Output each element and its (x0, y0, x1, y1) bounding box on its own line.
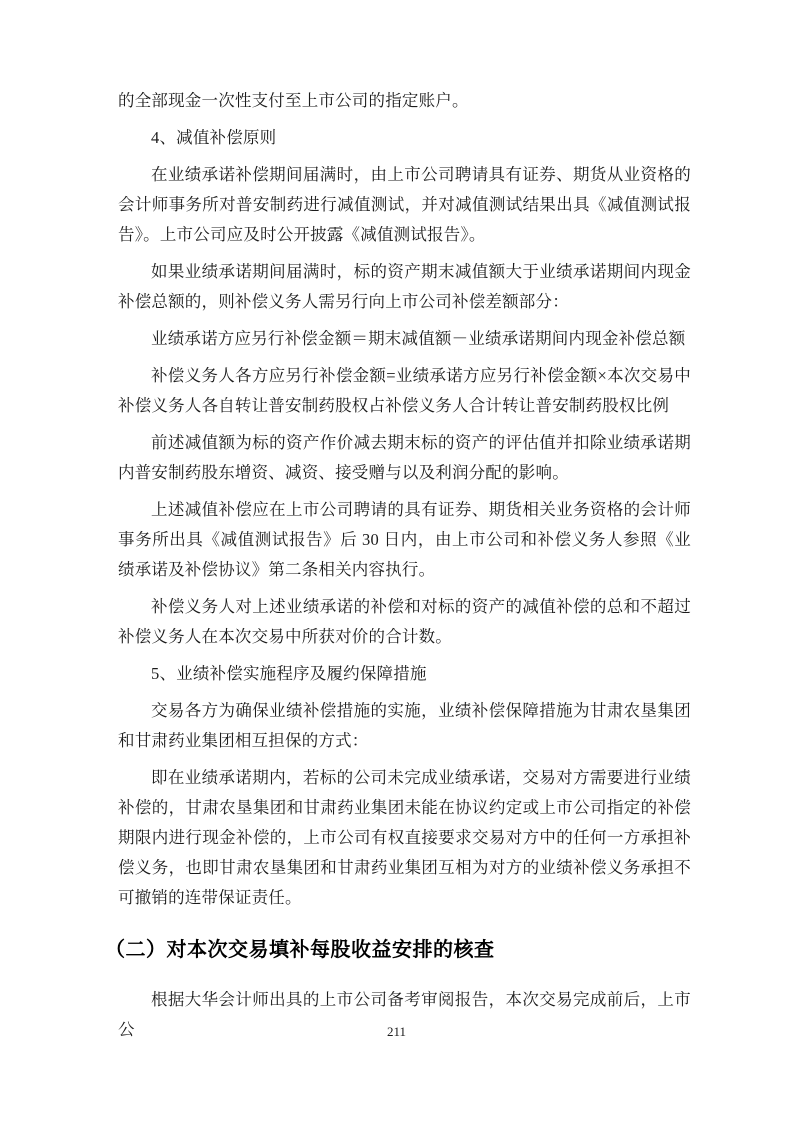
paragraph: 如果业绩承诺期间届满时，标的资产期末减值额大于业绩承诺期间内现金补偿总额的，则补偿义务人需另行向上市公司补偿差额部分： (118, 262, 691, 311)
formula-line: 补偿义务人各方应另行补偿金额=业绩承诺方应另行补偿金额×本次交易中补偿义务人各自转让普安制药股权占补偿义务人合计转让普安制药股权比例 (118, 366, 691, 415)
numbered-item-heading-5: 5、业绩补偿实施程序及履约保障措施 (151, 664, 427, 683)
page-number: 211 (386, 1024, 407, 1039)
paragraph: 补偿义务人对上述业绩承诺的补偿和对标的资产的减值补偿的总和不超过补偿义务人在本次交易中所获对价的合计数。 (118, 597, 691, 646)
paragraph: 上述减值补偿应在上市公司聘请的具有证券、期货相关业务资格的会计师事务所出具《减值测试报告》后 30 日内，由上市公司和补偿义务人参照《业绩承诺及补偿协议》第二条相关内容执行。 (118, 500, 691, 579)
paragraph-continuation: 的全部现金一次性支付至上市公司的指定账户。 (118, 91, 469, 110)
paragraph: 在业绩承诺补偿期间届满时，由上市公司聘请具有证券、期货从业资格的会计师事务所对普安制药进行减值测试，并对减值测试结果出具《减值测试报告》。上市公司应及时公开披露《减值测试报告》。 (118, 165, 691, 244)
paragraph: 根据大华会计师出具的上市公司备考审阅报告，本次交易完成前后，上市公 (118, 990, 691, 1039)
paragraph: 即在业绩承诺期内，若标的公司未完成业绩承诺，交易对方需要进行业绩补偿的，甘肃农垦集团和甘肃药业集团未能在协议约定或上市公司指定的补偿期限内进行现金补偿的，上市公司有权直接要求交易对方中的任何一方承担补偿义务，也即甘肃农垦集团和甘肃药业集团互相为对方的业绩补偿义务承担不可撤销的连带保证责任。 (118, 768, 691, 907)
paragraph: 前述减值额为标的资产作价减去期末标的资产的评估值并扣除业绩承诺期内普安制药股东增资、减资、接受赠与以及利润分配的影响。 (118, 433, 691, 482)
document-body (105, 86, 691, 1052)
formula-line: 业绩承诺方应另行补偿金额＝期末减值额－业绩承诺期间内现金补偿总额 (151, 329, 686, 348)
paragraph: 交易各方为确保业绩补偿措施的实施，业绩补偿保障措施为甘肃农垦集团和甘肃药业集团相互担保的方式： (118, 701, 691, 750)
page-footer (0, 1022, 793, 1042)
section-heading: （二）对本次交易填补每股收益安排的核查 (105, 939, 495, 961)
numbered-item-heading-4: 4、减值补偿原则 (151, 128, 277, 147)
